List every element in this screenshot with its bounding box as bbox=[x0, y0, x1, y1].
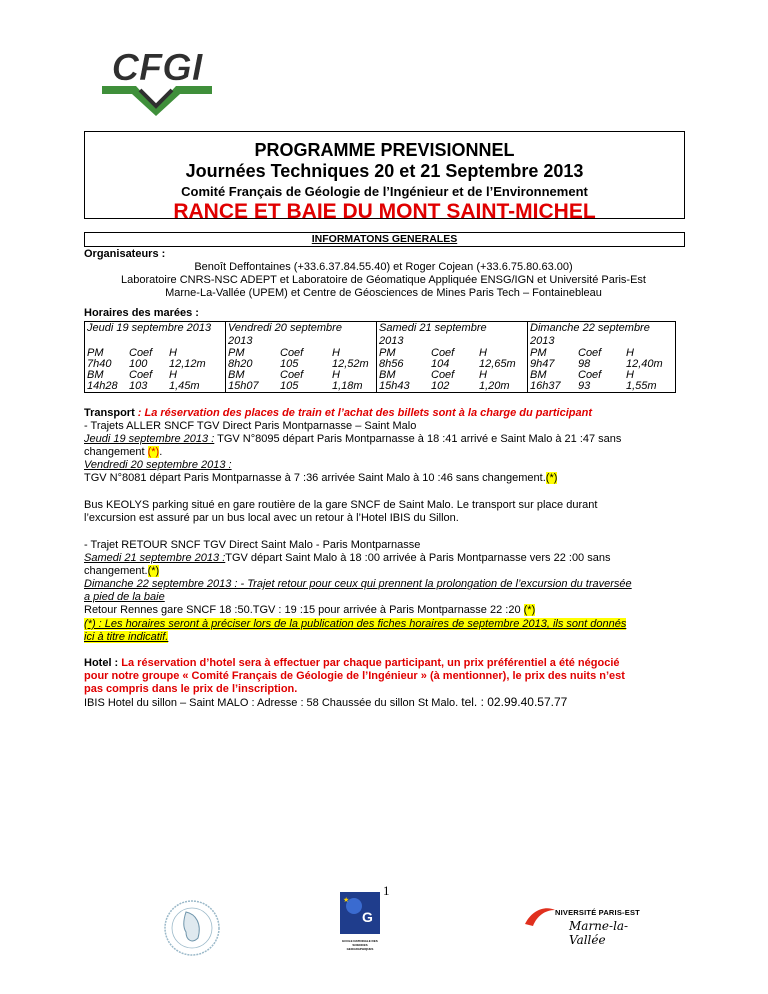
transport-jeudi-cont: changement (*). bbox=[84, 446, 163, 458]
tide-day-title: Jeudi 19 septembre 2013 bbox=[87, 322, 212, 334]
ensg-emblem-icon bbox=[340, 892, 380, 934]
transport-dimanche-cont: a pied de la baie bbox=[84, 591, 165, 603]
hotel-tel: tel. : 02.99.40.57.77 bbox=[461, 695, 568, 709]
hotel-label: Hotel : bbox=[84, 657, 119, 669]
title-box bbox=[84, 131, 685, 223]
laboratory-seal-icon bbox=[162, 898, 222, 958]
footnote-marker: (*) bbox=[147, 446, 160, 458]
tide-day: Samedi 21 septembre 2013 PM Coef H 8h56 104 12,65m BM Coef H 15h43 102 1,20m bbox=[377, 322, 528, 393]
tide-day-title: Vendredi 20 septembre bbox=[228, 322, 342, 334]
event-location: RANCE ET BAIE DU MONT SAINT-MICHEL bbox=[173, 200, 596, 223]
transport-rennes: Retour Rennes gare SNCF 18 :50.TGV : 19 :15 pour arrivée à Paris Montparnasse 22 :20 (*) bbox=[84, 604, 536, 616]
footnote-marker: (*) bbox=[147, 565, 160, 577]
organisateurs-line3: Marne-La-Vallée (UPEM) et Centre de Géosciences de Mines Paris Tech – Fontainebleau bbox=[165, 287, 602, 299]
tide-day: Vendredi 20 septembre 2013 PM Coef H 8h20 105 12,52m BM Coef H 15h07 105 1,18m bbox=[226, 322, 377, 393]
footnote-marker: (*) bbox=[523, 604, 536, 616]
tide-day-title2: 2013 bbox=[228, 335, 253, 347]
ensg-logo bbox=[340, 892, 380, 950]
tide-day-title2 bbox=[85, 335, 225, 348]
info-bar: INFORMATONS GENERALES bbox=[84, 232, 685, 247]
footnote: (*) : Les horaires seront à préciser lors de la publication des fiches horaires de septembre 2013, ils sont donnés ici à titre indicatif. bbox=[84, 618, 627, 643]
tide-day-title: Samedi 21 septembre bbox=[379, 322, 487, 334]
logo-text: CFGI bbox=[111, 47, 203, 89]
transport-samedi-cont: changement.(*) bbox=[84, 565, 160, 577]
transport-label: Transport bbox=[84, 407, 135, 419]
upem-name: NIVERSITÉ PARIS-EST bbox=[555, 908, 640, 917]
organisateurs-line2: Laboratoire CNRS-NSC ADEPT et Laboratoire de Géomatique Appliquée ENSG/IGN et Université Paris-Est bbox=[121, 274, 646, 286]
tide-day: Jeudi 19 septembre 2013 PM Coef H 7h40 100 12,12m BM Coef H 14h28 103 1,45m bbox=[85, 322, 226, 393]
transport-jeudi: Jeudi 19 septembre 2013 : TGV N°8095 départ Paris Montparnasse à 18 :41 arrivé e Saint Malo à 21 :47 sans bbox=[84, 433, 622, 445]
transport-vendredi: TGV N°8081 départ Paris Montparnasse à 7 :36 arrivée Saint Malo à 10 :46 sans changement.(*) bbox=[84, 472, 558, 484]
tides-table bbox=[84, 321, 676, 393]
upem-swoosh-icon bbox=[523, 904, 557, 928]
transport-dimanche: Dimanche 22 septembre 2013 : - Trajet retour pour ceux qui prennent la prolongation de l’excursion du traversée bbox=[84, 578, 632, 590]
hotel-address: IBIS Hotel du sillon – Saint MALO : Adresse : 58 Chaussée du sillon St Malo. tel. : 02.99.40.57.77 bbox=[84, 695, 568, 709]
bus-line1: Bus KEOLYS parking situé en gare routière de la gare SNCF de Saint Malo. Le transport sur place durant bbox=[84, 499, 598, 511]
transport-heading bbox=[84, 407, 684, 420]
transport-note: : La réservation des places de train et l’achat des billets sont à la charge du participant bbox=[134, 407, 592, 419]
organisateurs-line1: Benoît Deffontaines (+33.6.37.84.55.40) et Roger Cojean (+33.6.75.80.63.00) bbox=[194, 261, 573, 273]
hotel-section: Hotel : La réservation d’hotel sera à effectuer par chaque participant, un prix préférentiel a été négocié pour notre groupe « Comité Français de Géologie de l’Ingénieur » (à mentionner), le prix des nuits n’est pas compris dans le prix de l’inscription. bbox=[84, 657, 625, 695]
bus-line2: l’excursion est assuré par un bus local avec un retour à l’Hotel IBIS du Sillon. bbox=[84, 512, 459, 524]
svg-text:G: G bbox=[362, 909, 373, 925]
programme-title: PROGRAMME PREVISIONNEL bbox=[254, 140, 515, 160]
tide-day: Dimanche 22 septembre 2013 PM Coef H 9h47 98 12,40m BM Coef H 16h37 93 1,55m bbox=[528, 322, 676, 393]
upem-logo bbox=[523, 904, 659, 947]
tides-label: Horaires des marées : bbox=[84, 307, 199, 319]
svg-text:★: ★ bbox=[343, 897, 350, 904]
tide-day-title2: 2013 bbox=[379, 335, 404, 347]
organisateurs-label: Organisateurs : bbox=[84, 248, 166, 260]
transport-samedi: Samedi 21 septembre 2013 :TGV départ Saint Malo à 18 :00 arrivée à Paris Montparnasse vers 22 :00 sans bbox=[84, 552, 611, 564]
ensg-caption: ECOLE NATIONALE DES SCIENCES GEOGRAPHIQUES bbox=[342, 939, 378, 951]
event-dates: Journées Techniques 20 et 21 Septembre 2013 bbox=[185, 161, 584, 181]
transport-aller: - Trajets ALLER SNCF TGV Direct Paris Montparnasse – Saint Malo bbox=[84, 420, 417, 432]
cfgi-logo bbox=[96, 44, 218, 116]
tide-day-title2: 2013 bbox=[530, 335, 555, 347]
tide-day-title: Dimanche 22 septembre bbox=[530, 322, 650, 334]
transport-vendredi-label: Vendredi 20 septembre 2013 : bbox=[84, 459, 232, 471]
upem-subtitle: Marne-la-Vallée bbox=[569, 919, 629, 947]
page-number: 1 bbox=[383, 883, 390, 898]
footnote-marker: (*) bbox=[545, 472, 558, 484]
committee-name: Comité Français de Géologie de l’Ingénieur et de l’Environnement bbox=[181, 184, 588, 199]
transport-retour: - Trajet RETOUR SNCF TGV Direct Saint Malo - Paris Montparnasse bbox=[84, 539, 421, 551]
